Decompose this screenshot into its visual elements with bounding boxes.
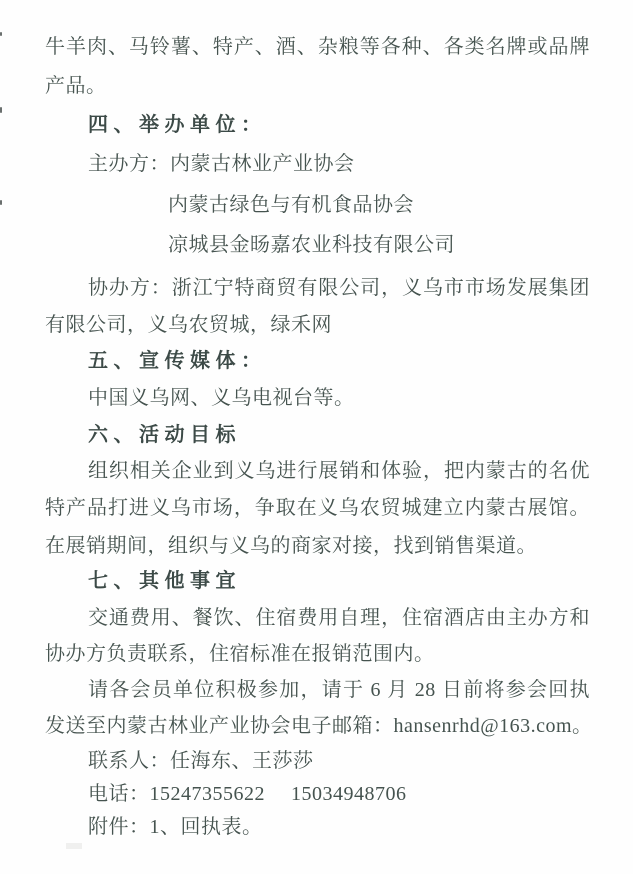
section-heading-line: 七、其他事宜 <box>88 570 241 592</box>
scan-edge-mark <box>0 107 2 113</box>
section-heading-line: 四、举办单位： <box>88 114 267 136</box>
section-heading-line: 六、活动目标 <box>88 424 241 446</box>
document-line: 交通费用、餐饮、住宿费用自理，住宿酒店由主办方和 <box>88 607 590 629</box>
document-line: 特产品打进义乌市场，争取在义乌农贸城建立内蒙古展馆。 <box>45 497 590 519</box>
document-line: 附件：1、回执表。 <box>88 816 263 838</box>
document-line: 有限公司，义乌农贸城，绿禾网 <box>45 314 332 336</box>
document-line: 主办方：内蒙古林业产业协会 <box>88 153 355 175</box>
document-line: 产品。 <box>45 75 107 97</box>
document-line: 组织相关企业到义乌进行展销和体验，把内蒙古的名优 <box>88 460 590 482</box>
document-line: 协办方：浙江宁特商贸有限公司，义乌市市场发展集团 <box>88 277 590 299</box>
document-line: 在展销期间，组织与义乌的商家对接，找到销售渠道。 <box>45 535 537 557</box>
document-line: 协办方负责联系，住宿标准在报销范围内。 <box>45 643 435 665</box>
document-line: 联系人：任海东、王莎莎 <box>88 750 314 772</box>
document-line: 发送至内蒙古林业产业协会电子邮箱：hansenrhd@163.com。 <box>45 715 593 737</box>
document-line: 电话：15247355622 15034948706 <box>88 783 407 805</box>
document-line: 请各会员单位积极参加，请于 6 月 28 日前将参会回执 <box>88 679 590 701</box>
document-line: 中国义乌网、义乌电视台等。 <box>88 387 355 409</box>
document-line: 内蒙古绿色与有机食品协会 <box>168 194 414 216</box>
document-line: 牛羊肉、马铃薯、特产、酒、杂粮等各种、各类名牌或品牌 <box>45 36 590 58</box>
document-line: 凉城县金旸嘉农业科技有限公司 <box>168 234 455 256</box>
scan-edge-mark <box>0 200 2 205</box>
scan-smudge <box>66 843 82 849</box>
scan-edge-mark <box>0 32 2 36</box>
section-heading-line: 五、宣传媒体： <box>88 350 267 372</box>
